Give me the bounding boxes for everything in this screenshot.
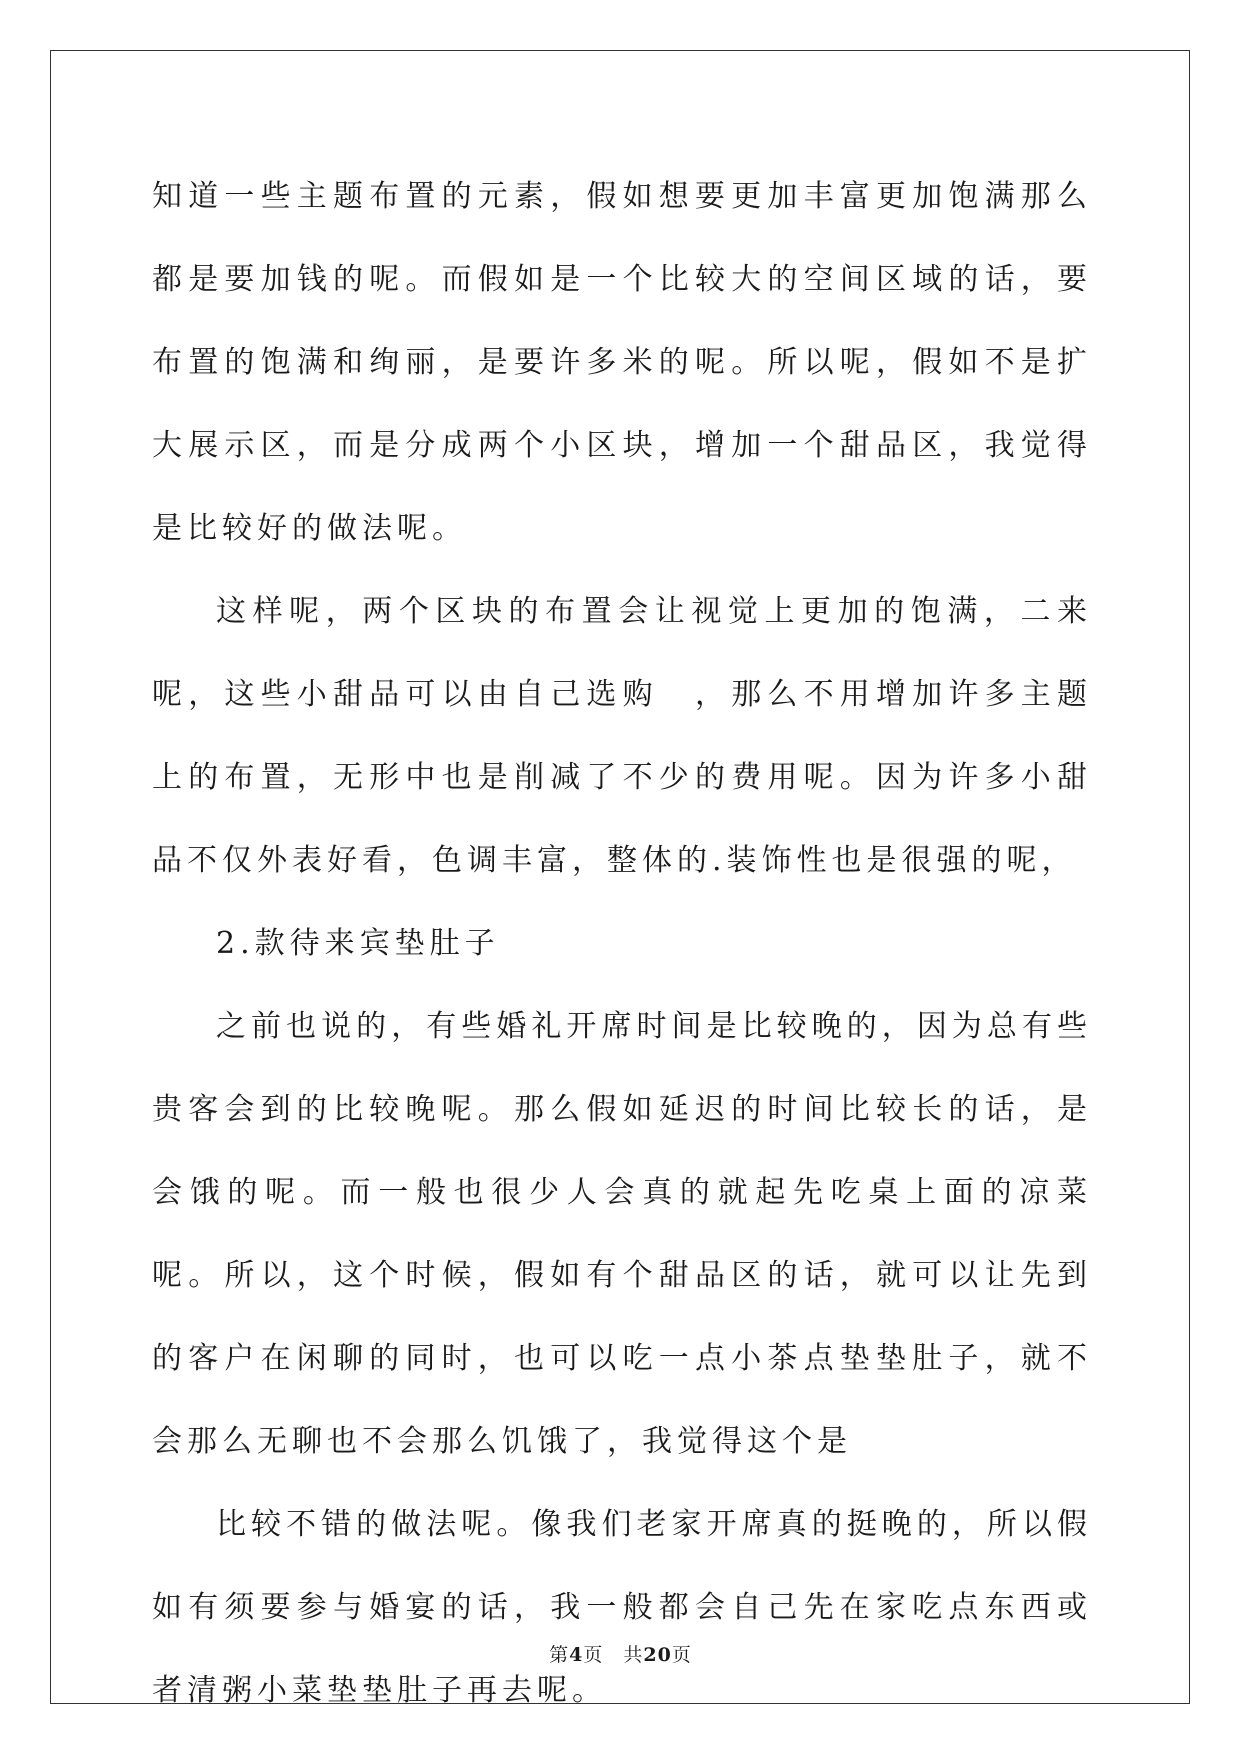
paragraph-1: 知道一些主题布置的元素，假如想要更加丰富更加饱满那么都是要加钱的呢。而假如是一个比较大的空间区域的话，要布置的饱满和绚丽，是要许多米的呢。所以呢，假如不是扩大展示区，而是分成两个小区块，增加一个甜品区，我觉得是比较好的做法呢。: [152, 179, 1092, 546]
footer-total-prefix: 共: [623, 1644, 644, 1666]
current-page-number: 4: [569, 1644, 584, 1666]
section-heading: 2.款待来宾垫肚子: [216, 926, 500, 961]
paragraph-3: 之前也说的，有些婚礼开席时间是比较晚的，因为总有些贵客会到的比较晚呢。那么假如延迟的时间比较长的话，是会饿的呢。而一般也很少人会真的就起先吃桌上面的凉菜呢。所以，这个时候，假如有个甜品区的话，就可以让先到的客户在闲聊的同时，也可以吃一点小茶点垫垫肚子，就不会那么无聊也不会那么饥饿了，我觉得这个是: [152, 1009, 1092, 1459]
paragraph-2: 这样呢，两个区块的布置会让视觉上更加的饱满，二来呢，这些小甜品可以由自己选购 ，那么不用增加许多主题上的布置，无形中也是削减了不少的费用呢。因为许多小甜品不仅外表好看，色调丰富，整体的.装饰性也是很强的呢，: [152, 594, 1092, 878]
document-body: [152, 155, 1092, 1732]
footer-page-unit: 页: [583, 1644, 604, 1666]
total-page-number: 20: [643, 1644, 672, 1666]
footer-prefix: 第: [549, 1644, 570, 1666]
footer-total-unit: 页: [671, 1644, 692, 1666]
page-footer: [0, 1640, 1241, 1667]
paragraph-4: 比较不错的做法呢。像我们老家开席真的挺晚的，所以假如有须要参与婚宴的话，我一般都会自己先在家吃点东西或者清粥小菜垫垫肚子再去呢。: [152, 1507, 1092, 1708]
